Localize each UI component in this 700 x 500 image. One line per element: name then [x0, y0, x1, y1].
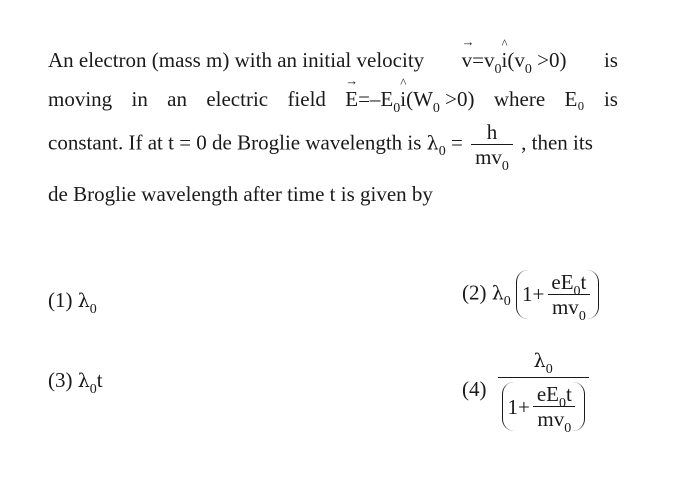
num-t: t [566, 382, 572, 406]
den-sub: 0 [501, 159, 509, 174]
lambda-symbol: λ [77, 290, 90, 312]
question-line-4: de Broglie wavelength after time t is given by [48, 182, 433, 206]
num-t: t [580, 270, 587, 294]
velocity-vector: → v [462, 48, 473, 72]
q-word: where [493, 87, 546, 111]
velocity-equation [461, 48, 567, 77]
field-sub: 0 [393, 101, 401, 116]
fraction-numerator [533, 382, 576, 411]
lambda-sub: 0 [503, 294, 511, 310]
time-t: t [96, 368, 103, 392]
num-sub: 0 [559, 396, 566, 411]
den-sub: 0 [564, 421, 572, 436]
lambda-symbol: λ [77, 370, 90, 392]
den-text: mv [475, 145, 502, 169]
q-word: field [287, 87, 326, 111]
lambda-symbol: λ [533, 350, 546, 372]
num-sub: 0 [573, 284, 581, 299]
field-cond-end: >0) [439, 87, 475, 111]
q-line1-text: An electron (mass m) with an initial velocity [48, 48, 425, 72]
den-text: mv [537, 407, 565, 431]
velocity-eq: =v [472, 48, 495, 72]
q-line3-text: constant. If at t = 0 de Broglie wavelength is [48, 130, 422, 155]
option-1-label: (1) [48, 288, 73, 312]
num-text: eE [551, 270, 574, 294]
one-plus: 1+ [507, 394, 530, 419]
q-word: moving [48, 87, 113, 111]
field-eq: =–E [358, 87, 394, 111]
option-3[interactable] [48, 368, 103, 397]
field-vector: → E [345, 87, 358, 111]
field-cond-sub: 0 [432, 101, 440, 116]
velocity-cond-sub: 0 [524, 62, 532, 77]
option-2[interactable] [462, 270, 599, 324]
one-plus: 1+ [522, 282, 545, 306]
lambda-symbol: λ [491, 282, 504, 305]
velocity-sub: 0 [494, 62, 502, 77]
option-3-label: (3) [48, 368, 73, 392]
fraction-numerator [530, 348, 557, 377]
field-equation [345, 87, 475, 116]
q-line3-end: , then its [521, 130, 593, 155]
den-text: mv [551, 295, 579, 319]
den-sub: 0 [578, 309, 586, 324]
lambda-symbol: λ [426, 132, 439, 155]
option-4-label: (4) [462, 377, 487, 401]
lambda-sub: 0 [89, 382, 97, 397]
option-1[interactable] [48, 288, 97, 317]
fraction-numerator: h [486, 120, 498, 144]
q-word: E₀ [564, 87, 585, 111]
lambda-sub: 0 [545, 362, 553, 377]
option-4[interactable] [462, 348, 592, 436]
q-word: electric [206, 87, 269, 111]
velocity-cond: (v [507, 48, 525, 72]
parenthesis-group [502, 382, 585, 436]
q-line1-end: is [603, 48, 618, 72]
velocity-cond-end: >0) [531, 48, 567, 72]
question-line-3 [48, 120, 618, 174]
equals-sign: = [445, 130, 463, 155]
option-2-label: (2) [462, 280, 487, 305]
lambda-sub: 0 [89, 302, 97, 317]
fraction-denominator [498, 377, 589, 436]
q-word: in [131, 87, 148, 111]
q-word: is [603, 87, 618, 111]
question-line-1 [48, 48, 618, 77]
question-line-2 [48, 87, 618, 116]
fraction-denominator [548, 294, 590, 324]
eE0t-over-mv0-fraction [533, 382, 576, 436]
num-text: eE [536, 382, 559, 406]
eE0t-over-mv0-fraction [547, 270, 590, 324]
fraction-denominator [533, 406, 575, 436]
q-word: an [167, 87, 187, 111]
parenthesis-group [516, 270, 599, 324]
lambda-sub: 0 [438, 144, 446, 160]
h-over-mv0-fraction [471, 120, 513, 174]
field-cond: (W [406, 87, 433, 111]
fraction-denominator [471, 144, 513, 174]
lambda-over-paren-fraction [498, 348, 589, 436]
fraction-numerator [547, 270, 590, 299]
unit-vector-i: ^ i [502, 48, 508, 72]
unit-vector-i: ^ i [400, 87, 406, 111]
